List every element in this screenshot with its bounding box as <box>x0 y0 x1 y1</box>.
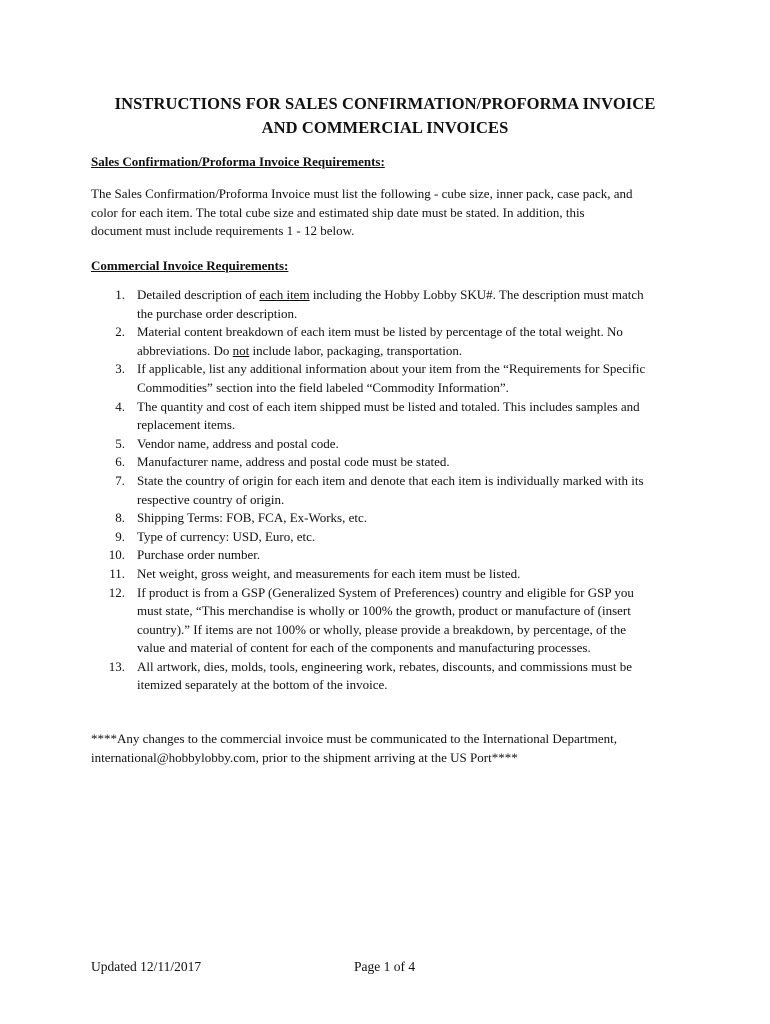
requirement-text-line: Shipping Terms: FOB, FCA, Ex-Works, etc. <box>137 510 368 526</box>
underlined-emphasis: each item <box>259 287 310 302</box>
requirement-text: include labor, packaging, transportation. <box>249 342 463 358</box>
requirement-number: 2. <box>115 324 125 340</box>
requirement-text-line: country).” If items are not 100% or wholly, please provide a breakdown, by percentage, of the <box>137 621 627 637</box>
requirement-text-line: value and material of content for each of the components and manufacturing processes. <box>137 640 591 656</box>
requirement-text: Detailed description of <box>137 287 260 302</box>
paragraph-line: document must include requirements 1 - 12 below. <box>91 223 355 239</box>
sales-requirements-paragraph <box>91 185 691 241</box>
requirement-text: including the Hobby Lobby SKU#. The description must match <box>309 287 644 302</box>
requirement-number: 12. <box>108 584 125 600</box>
requirement-number: 3. <box>115 361 125 377</box>
requirement-item-12 <box>91 584 691 658</box>
change-notice <box>91 730 711 767</box>
requirement-text-line: The quantity and cost of each item shipped must be listed and totaled. This includes samples and <box>137 398 640 414</box>
requirement-text-line <box>137 286 691 305</box>
requirement-item-2 <box>91 323 691 360</box>
commercial-requirements-list <box>91 286 691 695</box>
requirement-number: 9. <box>115 528 125 544</box>
requirement-item-3 <box>91 360 691 397</box>
paragraph-line: The Sales Confirmation/Proforma Invoice must list the following - cube size, inner pack, case pack, and <box>91 186 633 201</box>
requirement-number: 5. <box>115 435 125 451</box>
change-notice-line-2: international@hobbylobby.com, prior to the shipment arriving at the US Port**** <box>91 749 518 765</box>
requirement-text-line: Material content breakdown of each item must be listed by percentage of the total weight. No <box>137 324 623 340</box>
requirement-text-line <box>137 342 691 361</box>
underlined-emphasis: not <box>232 342 250 358</box>
requirement-text-line: replacement items. <box>137 417 236 433</box>
requirement-text-line: must state, “This merchandise is wholly or 100% the growth, product or manufacture of (insert <box>137 603 631 619</box>
commercial-requirements-heading: Commercial Invoice Requirements: <box>91 258 289 273</box>
requirement-text-line: State the country of origin for each item and denote that each item is individually marked with its <box>137 472 644 488</box>
requirement-item-7 <box>91 472 691 509</box>
requirement-item-11 <box>91 565 691 584</box>
requirement-number: 10. <box>108 547 125 563</box>
requirement-text-line: If product is from a GSP (Generalized System of Preferences) country and eligible for GSP you <box>137 584 634 600</box>
requirement-number: 1. <box>115 287 125 302</box>
requirement-item-5 <box>91 435 691 454</box>
requirement-item-10 <box>91 546 691 565</box>
requirement-text-line: respective country of origin. <box>137 491 285 507</box>
requirement-text: abbreviations. Do <box>137 342 233 358</box>
sales-requirements-heading: Sales Confirmation/Proforma Invoice Requirements: <box>91 154 385 169</box>
requirement-number: 11. <box>109 565 125 581</box>
requirement-text-line: the purchase order description. <box>137 305 298 321</box>
requirement-item-8 <box>91 509 691 528</box>
change-notice-line-1: ****Any changes to the commercial invoice must be communicated to the International Department, <box>91 731 617 746</box>
document-title <box>60 92 710 140</box>
paragraph-line: color for each item. The total cube size and estimated ship date must be stated. In addition, this <box>91 204 585 220</box>
requirement-text-line: If applicable, list any additional information about your item from the “Requirements for Specific <box>137 361 646 377</box>
requirement-text-line: Net weight, gross weight, and measurements for each item must be listed. <box>137 565 521 581</box>
requirement-item-6 <box>91 453 691 472</box>
requirement-number: 7. <box>115 472 125 488</box>
requirement-text-line: itemized separately at the bottom of the invoice. <box>137 677 388 693</box>
requirement-item-4 <box>91 398 691 435</box>
document-title-line-1: INSTRUCTIONS FOR SALES CONFIRMATION/PROFORMA INVOICE <box>114 94 656 113</box>
requirement-item-13 <box>91 658 691 695</box>
page-number: Page 1 of 4 <box>354 959 416 974</box>
requirement-text-line: All artwork, dies, molds, tools, engineering work, rebates, discounts, and commissions must be <box>137 658 633 674</box>
requirement-number: 8. <box>115 510 125 526</box>
requirement-number: 6. <box>115 454 125 470</box>
requirement-text-line: Type of currency: USD, Euro, etc. <box>137 528 316 544</box>
requirement-number: 13. <box>108 658 125 674</box>
document-title-line-2: AND COMMERCIAL INVOICES <box>261 118 509 137</box>
requirement-number: 4. <box>115 398 125 414</box>
updated-date: Updated 12/11/2017 <box>91 959 202 974</box>
requirement-text-line: Vendor name, address and postal code. <box>137 435 339 451</box>
requirement-item-9 <box>91 528 691 547</box>
requirement-item-1 <box>91 286 691 323</box>
requirement-text-line: Manufacturer name, address and postal code must be stated. <box>137 454 450 470</box>
requirement-text-line: Commodities” section into the field labeled “Commodity Information”. <box>137 379 509 395</box>
requirement-text-line: Purchase order number. <box>137 547 261 563</box>
